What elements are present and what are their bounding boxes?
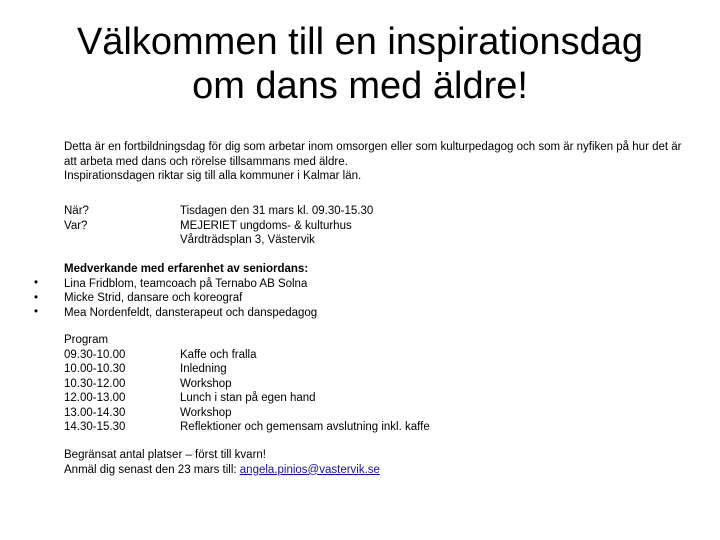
program-row	[64, 420, 430, 435]
contributor-item: Micke Strid, dansare och koreograf	[64, 292, 243, 304]
program-row	[64, 362, 430, 377]
contributor-item: Mea Nordenfeldt, dansterapeut och danspedagog	[64, 306, 318, 319]
contributor-item: Lina Fridblom, teamcoach på Ternabo AB Solna	[64, 277, 308, 290]
title-line-1: Välkommen till en inspirationsdag	[76, 21, 644, 63]
signup-note	[64, 463, 380, 478]
when-row	[64, 204, 373, 219]
when-label: När?	[64, 205, 89, 217]
when-value: Tisdagen den 31 mars kl. 09.30-15.30	[180, 205, 374, 217]
signup-text: Anmäl dig senast den 23 mars till:	[64, 463, 240, 476]
program-row	[64, 377, 430, 392]
program-time: 14.30-15.30	[64, 421, 126, 433]
program-row	[64, 348, 430, 363]
bullet-glyph: •	[34, 277, 39, 289]
where-value-line-1: MEJERIET ungdoms- & kulturhus	[180, 219, 352, 232]
footer-section	[64, 448, 380, 477]
title-line-2: om dans med äldre!	[192, 65, 528, 107]
where-value-line-2: Vårdträdsplan 3, Västervik	[180, 234, 315, 246]
program-activity: Lunch i stan på egen hand	[180, 392, 316, 404]
intro-text	[64, 140, 684, 184]
program-section	[64, 333, 430, 435]
program-activity: Inledning	[180, 363, 227, 375]
program-time: 10.30-12.00	[64, 377, 126, 390]
program-time: 10.00-10.30	[64, 363, 126, 375]
contributors-heading: Medverkande med erfarenhet av seniordans:	[64, 263, 309, 275]
page-title	[0, 20, 720, 108]
program-activity: Workshop	[180, 406, 232, 419]
contributors-section	[64, 262, 317, 320]
event-info	[64, 204, 373, 248]
limited-seats-note: Begränsat antal platser – först till kvarn!	[64, 449, 266, 461]
contributor-bullets	[34, 276, 38, 320]
where-label: Var?	[64, 219, 88, 232]
email-link[interactable]: angela.pinios@vastervik.se	[239, 463, 380, 476]
program-heading: Program	[64, 334, 109, 346]
program-time: 09.30-10.00	[64, 348, 126, 361]
program-row	[64, 391, 430, 406]
where-value	[180, 219, 352, 248]
program-activity: Workshop	[180, 377, 232, 390]
bullet-glyph: •	[34, 291, 39, 304]
intro-paragraph: Detta är en fortbildningsdag för dig som arbetar inom omsorgen eller som kulturpedagog och som är nyfiken på hur det är att arbeta med dans och rörelse tillsammans med äldre.	[64, 141, 682, 168]
program-activity: Kaffe och fralla	[180, 348, 257, 361]
program-time: 13.00-14.30	[64, 406, 126, 419]
where-row	[64, 219, 373, 248]
intro-paragraph: Inspirationsdagen riktar sig till alla kommuner i Kalmar län.	[64, 170, 362, 182]
program-time: 12.00-13.00	[64, 392, 126, 404]
program-activity: Reflektioner och gemensam avslutning inkl. kaffe	[180, 421, 430, 433]
bullet-glyph: •	[34, 306, 39, 318]
program-row	[64, 406, 430, 421]
